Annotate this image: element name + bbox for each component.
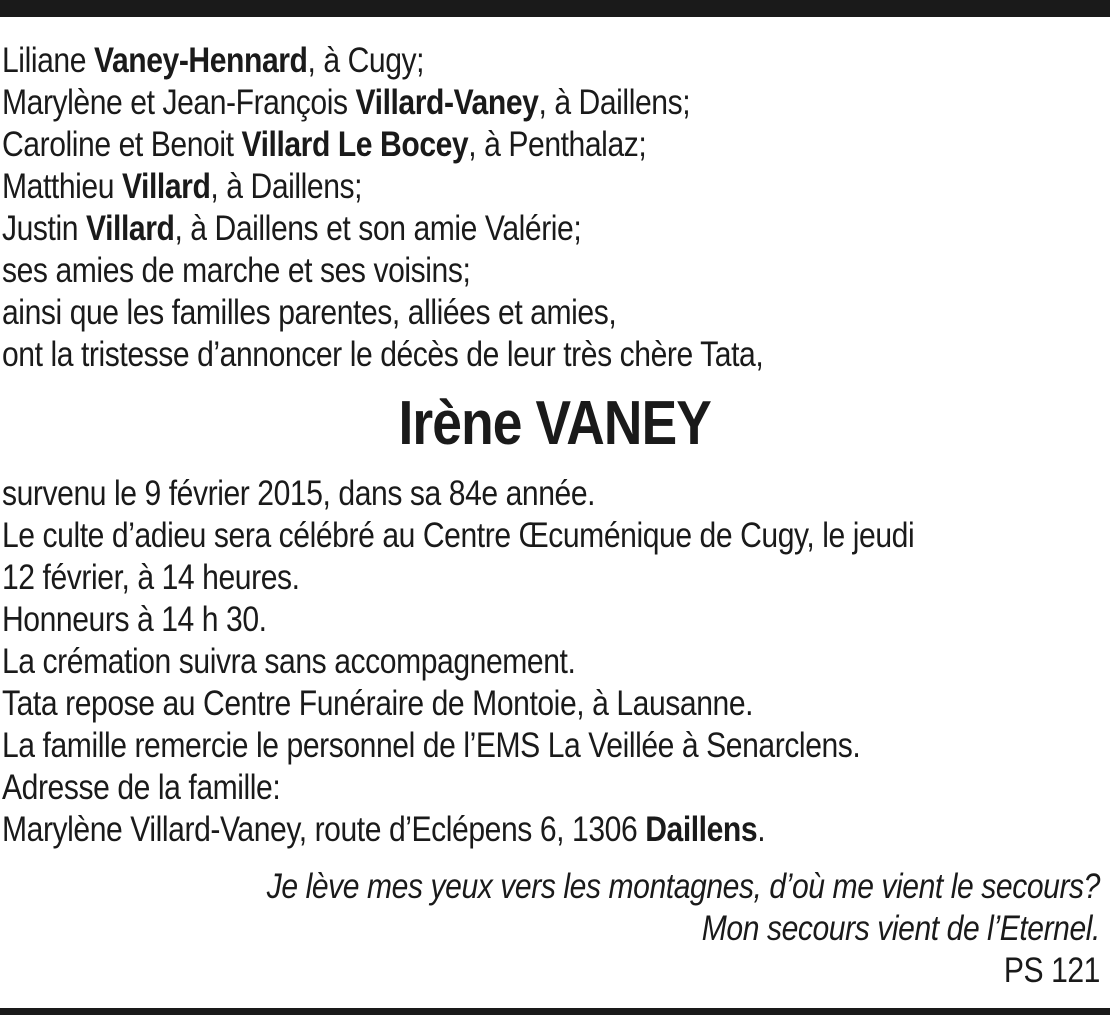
cremation-line: La crémation suivra sans accompagnement. (2, 642, 576, 681)
family-line-2: Marylène et Jean-François Villard-Vaney, à Daillens; (2, 83, 691, 122)
rest-line: Tata repose au Centre Funéraire de Montoie, à Lausanne. (2, 684, 754, 723)
family-line-5: Justin Villard, à Daillens et son amie Valérie; (2, 209, 582, 248)
ceremony-line-a: Le culte d’adieu sera célébré au Centre Œcuménique de Cugy, le jeudi (2, 516, 915, 555)
thanks-line: La famille remercie le personnel de l’EMS La Veillée à Senarclens. (2, 726, 861, 765)
others-line-2: ainsi que les familles parentes, alliées et amies, (2, 293, 617, 332)
deceased-name: Irène VANEY (398, 389, 712, 458)
funeral-info (2, 473, 1102, 851)
others-line-1: ses amies de marche et ses voisins; (2, 251, 471, 290)
family-line-4: Matthieu Villard, à Daillens; (2, 167, 363, 206)
family-name: Villard Le Bocey (241, 125, 469, 164)
address-line: Marylène Villard-Vaney, route d’Eclépens 6, 1306 Daillens. (2, 810, 766, 849)
top-rule (0, 0, 1110, 17)
psalm-reference: PS 121 (1003, 951, 1100, 990)
psalm-quote (0, 866, 1100, 992)
quote-line-2: Mon secours vient de l’Eternel. (701, 909, 1100, 948)
address-city: Daillens (645, 810, 758, 849)
quote-line-1: Je lève mes yeux vers les montagnes, d’où me vient le secours? (266, 867, 1100, 906)
announcement-line: ont la tristesse d’annoncer le décès de leur très chère Tata, (2, 335, 764, 374)
bottom-rule (0, 1008, 1110, 1015)
death-line: survenu le 9 février 2015, dans sa 84e année. (2, 474, 596, 513)
family-name: Villard-Vaney (355, 83, 539, 122)
ceremony-line-b: 12 février, à 14 heures. (2, 558, 300, 597)
family-name: Vaney-Hennard (93, 41, 308, 80)
family-name: Villard (85, 209, 175, 248)
family-list (2, 40, 1102, 376)
family-line-3: Caroline et Benoit Villard Le Bocey, à Penthalaz; (2, 125, 647, 164)
family-name: Villard (121, 167, 211, 206)
family-line-1: Liliane Vaney-Hennard, à Cugy; (2, 41, 425, 80)
honours-line: Honneurs à 14 h 30. (2, 600, 267, 639)
address-label: Adresse de la famille: (2, 768, 281, 807)
